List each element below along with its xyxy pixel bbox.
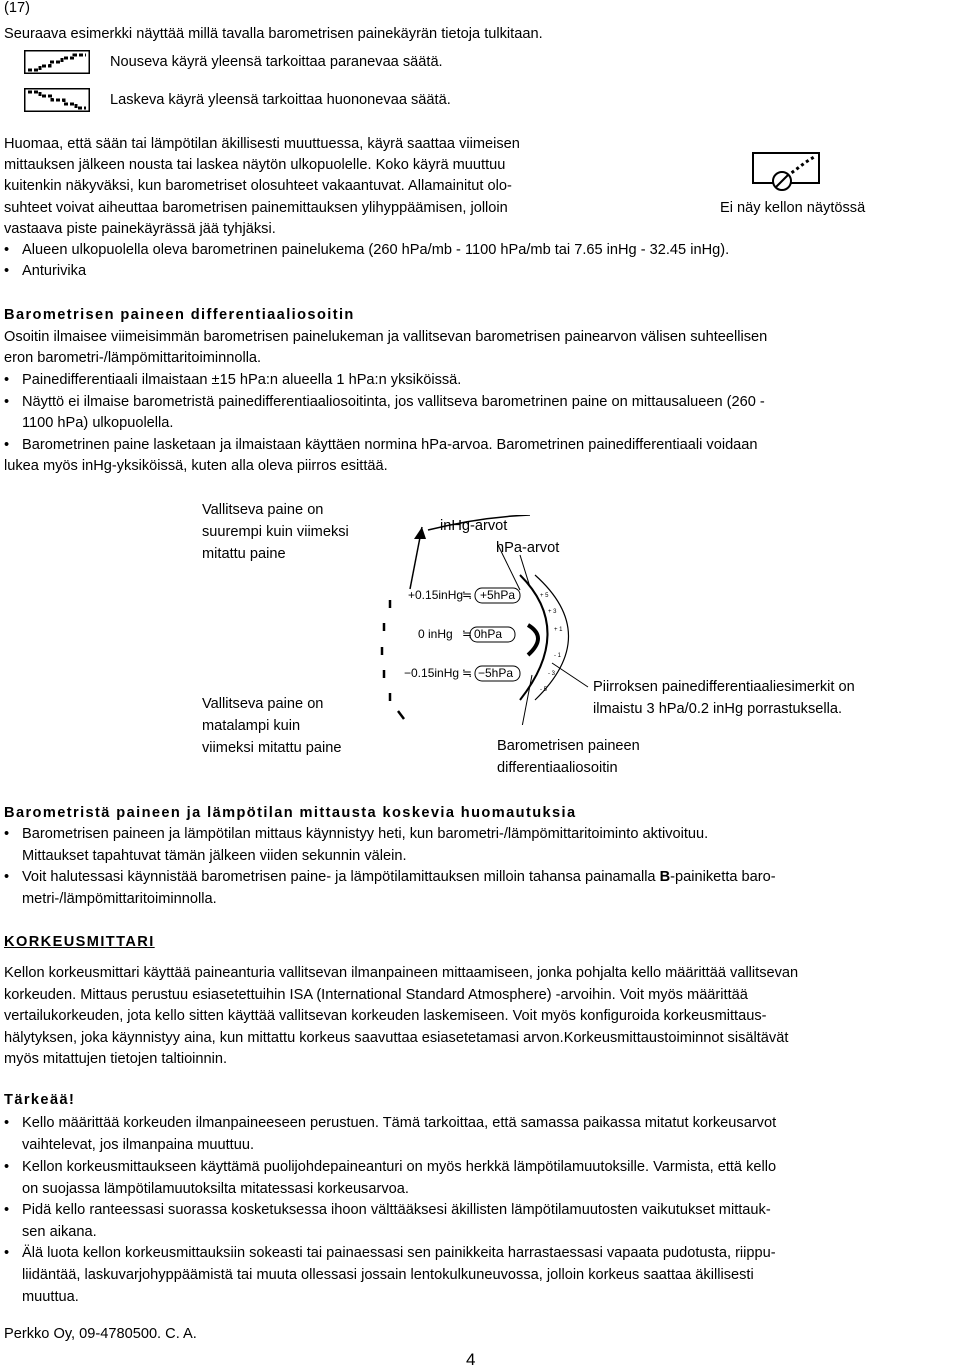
plus-inhg-label: +0.15inHg: [408, 588, 464, 602]
section-title-altimeter: KORKEUSMITTARI: [4, 934, 155, 950]
note-line: mittauksen jälkeen nousta tai laskea näytön ulkopuolelle. Koko käyrä muuttuu: [4, 157, 506, 173]
svg-text:- 5: - 5: [540, 687, 548, 693]
svg-text:+ 5: + 5: [540, 593, 549, 599]
paragraph-line: eron barometri-/lämpömittaritoiminnolla.: [4, 350, 262, 366]
section-title-important: Tärkeää!: [4, 1092, 76, 1108]
svg-text:+ 1: + 1: [554, 627, 563, 633]
bullet-text: Barometrinen paine lasketaan ja ilmaistaan käyttäen normina hPa-arvoa. Barometrinen painedifferentiaali voidaan: [22, 437, 758, 453]
svg-text:- 3: - 3: [548, 671, 556, 677]
bullet-icon: •: [4, 437, 10, 453]
leader-line: [552, 663, 588, 687]
diagram-higher-label: Vallitseva paine on suurempi kuin viimeksi mitattu paine: [202, 502, 349, 562]
svg-text:- 1: - 1: [554, 653, 562, 659]
bullet-text: Painedifferentiaali ilmaistaan ±15 hPa:n alueella 1 hPa:n yksiköissä.: [22, 372, 462, 388]
falling-curve-text: Laskeva käyrä yleensä tarkoittaa huononevaa säätä.: [110, 92, 451, 108]
bullet-text: muuttua.: [22, 1289, 79, 1305]
diagram-hpa-label: hPa-arvot: [496, 540, 560, 556]
bullet-text: Mittaukset tapahtuvat tämän jälkeen viiden sekunnin välein.: [22, 848, 407, 864]
bullet-text: Anturivika: [22, 263, 87, 279]
bullet-icon: •: [4, 394, 10, 410]
paragraph-line: myös mitattujen tietojen taltioinnin.: [4, 1051, 228, 1067]
no-clock-label: Ei näy kellon näytössä: [720, 200, 866, 216]
bullet-text: metri-/lämpömittaritoiminnolla.: [22, 891, 217, 907]
diagram-indicator-label: Barometrisen paineen differentiaaliosoitin: [497, 738, 640, 776]
section-title-notes: Barometristä paineen ja lämpötilan mittausta koskevia huomautuksia: [4, 805, 577, 821]
minus-inhg-label: −0.15inHg: [404, 666, 460, 680]
bullet-icon: •: [4, 1245, 10, 1261]
diagram-inhg-label: inHg-arvot: [440, 518, 508, 534]
bullet-text: Älä luota kellon korkeusmittauksiin sokeasti tai painaessasi sen painikkeita harrastaessasi vapaata pudotusta, riippu-: [22, 1245, 776, 1261]
paragraph-line: korkeuden. Mittaus perustuu esiasetettuihin ISA (International Standard Atmosphere) -arvoihin. Voit myös määrittää: [4, 987, 748, 1003]
minus-hpa-label: −5hPa: [478, 666, 514, 680]
plus-hpa-label: +5hPa: [480, 588, 516, 602]
bullet-text: on suojassa lämpötilamuutoksilta mitatessasi korkeusarvoa.: [22, 1181, 409, 1197]
zero-inhg-label: 0 inHg: [418, 627, 453, 641]
leader-line: [428, 515, 530, 530]
indicator-mark: [528, 625, 538, 655]
section-title-differential: Barometrisen paineen differentiaaliosoitin: [4, 307, 355, 323]
page-number: 4: [466, 1350, 476, 1369]
bullet-text: Voit halutessasi käynnistää barometrisen paine- ja lämpötilamittauksen milloin tahansa painamalla B-painiketta baro-: [22, 869, 776, 885]
paragraph-line: vertailukorkeuden, jota kello sitten käyttää vallitsevan korkeuden laskemiseen. Voit myös konfiguroida korkeusmittaus-: [4, 1008, 767, 1024]
note-line: suhteet voivat aiheuttaa barometrisen painemittauksen ylihyppäämisen, jolloin: [4, 200, 508, 216]
approx-symbol: ≒: [462, 588, 473, 602]
bullet-icon: •: [4, 263, 10, 279]
paragraph-line: Kellon korkeusmittari käyttää paineanturia vallitsevan ilmanpaineen mittaamiseen, jonka pohjalta kello määrittää vallitsevan: [4, 965, 799, 981]
paragraph-line: Osoitin ilmaisee viimeisimmän barometrisen painelukeman ja vallitsevan barometrisen painearvon välisen suhteellisen: [4, 329, 768, 345]
bullet-text: Pidä kello ranteessasi suorassa kosketuksessa ihoon välttääksesi äkillisten lämpötilamuutosten vaikutukset mittauk-: [22, 1202, 771, 1218]
paragraph-line: hälytyksen, joka käynnistyy aina, kun mittattu korkeus saavuttaa esiasetetamasi arvon.Korkeusmittaustoiminnot sisältävät: [4, 1030, 789, 1046]
diagram-lower-label: Vallitseva paine on matalampi kuin viimeksi mitattu paine: [202, 696, 342, 756]
zero-hpa-label: 0hPa: [474, 627, 503, 641]
no-clock-curve-icon: [752, 152, 822, 194]
intro-text: Seuraava esimerkki näyttää millä tavalla barometrisen painekäyrän tietoja tulkitaan.: [4, 26, 543, 42]
bullet-icon: •: [4, 242, 10, 258]
bullet-text: Alueen ulkopuolella oleva barometrinen painelukema (260 hPa/mb - 1100 hPa/mb tai 7.65 inHg - 32.45 inHg).: [22, 242, 730, 258]
leader-line: [522, 675, 532, 725]
bullet-text: Kello määrittää korkeuden ilmanpaineeseen perustuen. Tämä tarkoittaa, että samassa paikassa mitatut korkeusarvot: [22, 1115, 777, 1131]
approx-symbol: ≒: [462, 627, 473, 641]
arrow-up-icon: [414, 527, 426, 539]
bullet-text: Barometrisen paineen ja lämpötilan mittaus käynnistyy heti, kun barometri-/lämpömittaritoiminto aktivoituu.: [22, 826, 709, 842]
rising-curve-icon: [24, 50, 90, 74]
rising-curve-text: Nouseva käyrä yleensä tarkoittaa paranevaa säätä.: [110, 54, 443, 70]
bullet-icon: •: [4, 1115, 10, 1131]
footer-text: Perkko Oy, 09-4780500. C. A.: [4, 1326, 197, 1342]
diagram-example-note: Piirroksen painedifferentiaaliesimerkit on ilmaistu 3 hPa/0.2 inHg porrastuksella.: [593, 679, 855, 717]
svg-text:+ 3: + 3: [548, 609, 557, 615]
bullet-icon: •: [4, 1159, 10, 1175]
bullet-icon: •: [4, 1202, 10, 1218]
bullet-icon: •: [4, 826, 10, 842]
note-line: kuitenkin näkyväksi, kun barometriset olosuhteet vakaantuvat. Allamainitut olo-: [4, 178, 512, 194]
falling-curve-icon: [24, 88, 90, 112]
leader-line: [498, 545, 520, 590]
bullet-text: vaihtelevat, jos ilmanpaina muuttuu.: [22, 1137, 255, 1153]
note-line: vastaava piste painekäyrässä jää tyhjäksi.: [4, 221, 276, 237]
pressure-differential-diagram: [370, 515, 600, 725]
bullet-text: Näyttö ei ilmaise barometristä painedifferentiaaliosoitinta, jos vallitseva barometrinen paine on mittausalueen (260 -: [22, 394, 765, 410]
bullet-text: sen aikana.: [22, 1224, 97, 1240]
approx-symbol: ≒: [462, 666, 473, 680]
bullet-icon: •: [4, 869, 10, 885]
page-number-label: (17): [4, 0, 30, 16]
leader-line: [520, 555, 530, 587]
bullet-text: 1100 hPa) ulkopuolella.: [22, 415, 174, 431]
bullet-text: Kellon korkeusmittaukseen käyttämä puolijohdepaineanturi on myös herkkä lämpötilamuutoksille. Varmista, että kello: [22, 1159, 777, 1175]
bullet-text: liidäntää, laskuvarjohyppäämistä tai muuta ollessasi jossain lentokulkuneuvossa, jolloin korkeus saattaa äkillisesti: [22, 1267, 754, 1283]
dashed-scale-left: [382, 600, 404, 719]
bullet-text: lukea myös inHg-yksiköissä, kuten alla oleva piirros esittää.: [4, 458, 388, 474]
bullet-icon: •: [4, 372, 10, 388]
note-line: Huomaa, että sään tai lämpötilan äkillisesti muuttuessa, käyrä saattaa viimeisen: [4, 136, 520, 152]
